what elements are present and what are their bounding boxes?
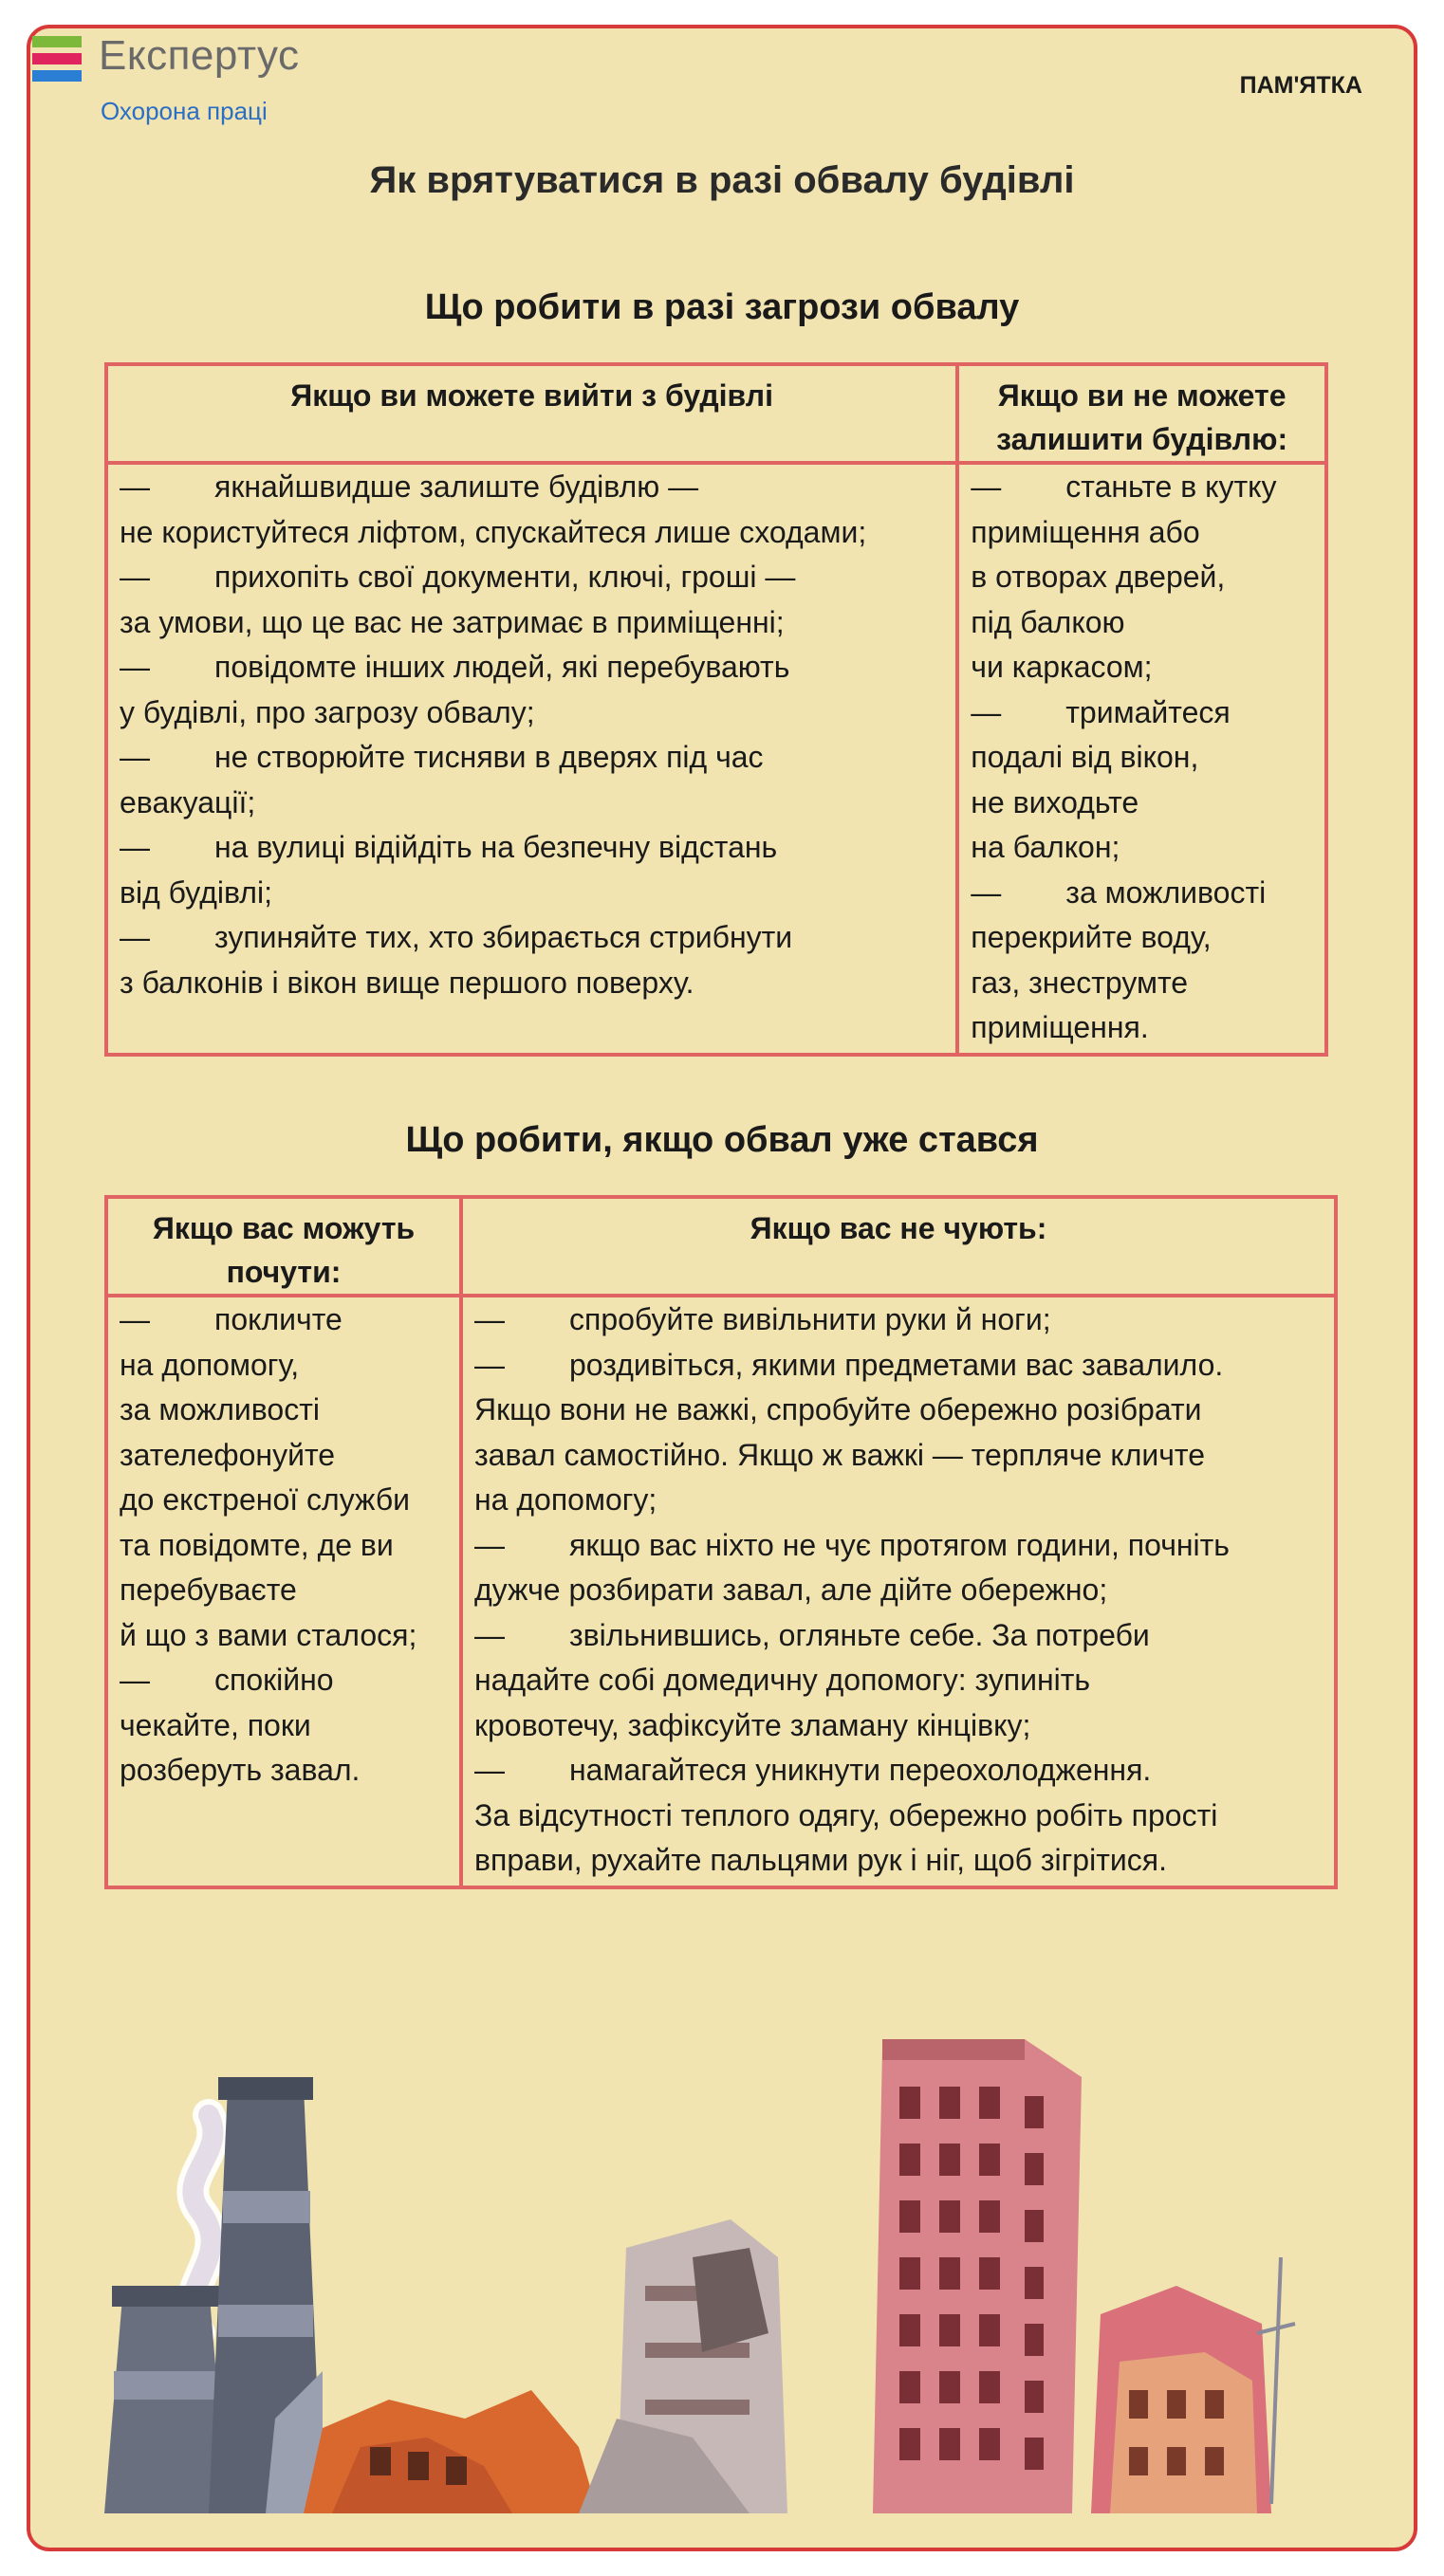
list-item bbox=[120, 1343, 448, 1389]
list-item bbox=[971, 600, 1313, 646]
bullet-dash: — bbox=[120, 740, 150, 774]
list-item bbox=[474, 1388, 1323, 1433]
list-item-text: станьте в кутку bbox=[1065, 469, 1277, 504]
list-item bbox=[971, 510, 1313, 556]
list-item bbox=[120, 1478, 448, 1523]
list-item-text: з балконів і вікон вище першого поверху. bbox=[120, 965, 694, 1000]
section2-col2-header: Якщо вас не чують: bbox=[461, 1197, 1336, 1296]
list-item-text: не виходьте bbox=[971, 784, 1139, 819]
list-item-text: за умови, що це вас не затримає в приміщенні; bbox=[120, 604, 785, 639]
list-item bbox=[971, 465, 1313, 510]
brand-subtitle: Охорона праці bbox=[101, 97, 268, 125]
list-item bbox=[474, 1297, 1323, 1343]
list-item-text: надайте собі домедичну допомогу: зупиніть bbox=[474, 1663, 1091, 1697]
list-item-text: та повідомте, де ви bbox=[120, 1527, 394, 1562]
list-item-text: до екстреної служби bbox=[120, 1482, 411, 1517]
list-item-text: перебуваєте bbox=[120, 1573, 297, 1607]
list-item-text: в отворах дверей, bbox=[971, 560, 1226, 594]
bullet-dash: — bbox=[971, 694, 1002, 729]
list-item bbox=[474, 1838, 1323, 1884]
list-item bbox=[474, 1478, 1323, 1523]
list-item bbox=[971, 690, 1313, 736]
list-item-text: подалі від вікон, bbox=[971, 740, 1199, 774]
list-item bbox=[474, 1568, 1323, 1613]
bullet-dash: — bbox=[120, 1302, 150, 1336]
section1-col2-header: Якщо ви не можете залишити будівлю: bbox=[957, 364, 1326, 463]
list-item bbox=[120, 1433, 448, 1479]
bullet-dash: — bbox=[120, 830, 150, 864]
bullet-dash: — bbox=[120, 650, 150, 684]
bullet-dash: — bbox=[474, 1347, 505, 1382]
list-item-text: не створюйте тисняви в дверях під час bbox=[214, 740, 764, 774]
list-item-text: на балкон; bbox=[971, 830, 1120, 864]
brand-name: Експертус bbox=[99, 32, 300, 79]
list-item bbox=[474, 1658, 1323, 1703]
list-item-text: повідомте інших людей, які перебувають bbox=[214, 650, 790, 684]
list-item-text: завал самостійно. Якщо ж важкі — терпляче кличте bbox=[474, 1437, 1205, 1472]
list-item-text: евакуації; bbox=[120, 784, 256, 819]
section2-heading: Що робити, якщо обвал уже стався bbox=[405, 1120, 1039, 1160]
bullet-dash: — bbox=[971, 469, 1002, 504]
list-item bbox=[120, 871, 944, 916]
section2-col1-body bbox=[106, 1296, 461, 1887]
list-item-text: на допомогу; bbox=[474, 1482, 657, 1517]
list-item bbox=[120, 825, 944, 871]
bullet-dash: — bbox=[474, 1302, 505, 1336]
list-item-text: покличте bbox=[214, 1302, 342, 1336]
list-item bbox=[120, 781, 944, 826]
list-item-text: у будівлі, про загрозу обвалу; bbox=[120, 694, 535, 729]
list-item bbox=[971, 781, 1313, 826]
list-item bbox=[474, 1343, 1323, 1389]
page-title: Як врятуватися в разі обвалу будівлі bbox=[369, 159, 1075, 201]
list-item-text: намагайтеся уникнути переохолодження. bbox=[569, 1753, 1152, 1787]
list-item-text: дужче розбирати завал, але дійте обережно; bbox=[474, 1573, 1108, 1607]
list-item bbox=[971, 915, 1313, 961]
bullet-dash: — bbox=[120, 469, 150, 504]
list-item-text: на вулиці відійдіть на безпечну відстань bbox=[214, 830, 778, 864]
section2-col2-body bbox=[461, 1296, 1336, 1887]
list-item bbox=[120, 555, 944, 600]
list-item-text: приміщення або bbox=[971, 514, 1200, 549]
list-item-text: прихопіть свої документи, ключі, гроші — bbox=[214, 560, 796, 594]
brand-logo bbox=[32, 32, 317, 131]
list-item-text: газ, знеструмте bbox=[971, 965, 1189, 1000]
list-item bbox=[474, 1433, 1323, 1479]
list-item bbox=[120, 961, 944, 1006]
section1-col1-body bbox=[106, 463, 957, 1055]
list-item-text: кровотечу, зафіксуйте зламану кінцівку; bbox=[474, 1707, 1031, 1742]
list-item bbox=[971, 735, 1313, 781]
list-item bbox=[120, 690, 944, 736]
list-item bbox=[474, 1748, 1323, 1794]
list-item-text: за можливості bbox=[1065, 874, 1267, 910]
list-item bbox=[971, 961, 1313, 1006]
list-item-text: чекайте, поки bbox=[120, 1707, 311, 1742]
list-item bbox=[474, 1703, 1323, 1749]
list-item-text: зателефонуйте bbox=[120, 1437, 336, 1472]
list-item-text: За відсутності теплого одягу, обережно робіть прості bbox=[474, 1797, 1218, 1832]
list-item-text: тримайтеся bbox=[1065, 694, 1231, 729]
list-item bbox=[120, 510, 944, 556]
list-item bbox=[971, 825, 1313, 871]
section1-col2-body bbox=[957, 463, 1326, 1055]
collapsed-buildings-illustration bbox=[85, 1973, 1347, 2532]
bullet-dash: — bbox=[120, 1663, 150, 1697]
list-item-text: розберуть завал. bbox=[120, 1753, 361, 1787]
section2-table bbox=[104, 1195, 1338, 1889]
list-item-text: якщо вас ніхто не чує протягом години, почніть bbox=[569, 1527, 1230, 1562]
section2-col1-header: Якщо вас можуть почути: bbox=[106, 1197, 461, 1296]
list-item bbox=[120, 1613, 448, 1659]
list-item bbox=[120, 1388, 448, 1433]
list-item-text: не користуйтеся ліфтом, спускайтеся лише сходами; bbox=[120, 514, 867, 549]
list-item bbox=[120, 1658, 448, 1703]
section1-table bbox=[104, 362, 1328, 1057]
list-item bbox=[474, 1523, 1323, 1569]
list-item-text: й що з вами сталося; bbox=[120, 1617, 417, 1652]
list-item-text: якнайшвидше залиште будівлю — bbox=[214, 469, 699, 504]
list-item bbox=[120, 1748, 448, 1794]
list-item bbox=[971, 1005, 1313, 1051]
list-item-text: роздивіться, якими предметами вас завалило. bbox=[569, 1347, 1224, 1382]
list-item bbox=[120, 600, 944, 646]
list-item bbox=[474, 1613, 1323, 1659]
list-item bbox=[971, 871, 1313, 916]
brand-logo-icon bbox=[32, 36, 82, 89]
bullet-dash: — bbox=[120, 920, 150, 954]
list-item bbox=[120, 735, 944, 781]
memo-label: ПАМ'ЯТКА bbox=[1239, 72, 1362, 99]
bullet-dash: — bbox=[474, 1617, 505, 1652]
bullet-dash: — bbox=[120, 560, 150, 594]
section1-heading: Що робити в разі загрози обвалу bbox=[424, 287, 1020, 327]
list-item-text: чи каркасом; bbox=[971, 650, 1153, 684]
list-item bbox=[120, 465, 944, 510]
list-item-text: спробуйте вивільнити руки й ноги; bbox=[569, 1302, 1051, 1336]
list-item bbox=[120, 915, 944, 961]
list-item bbox=[120, 1703, 448, 1749]
list-item bbox=[120, 1568, 448, 1613]
section1-col1-header: Якщо ви можете вийти з будівлі bbox=[106, 364, 957, 463]
list-item-text: за можливості bbox=[120, 1392, 320, 1426]
list-item-text: вправи, рухайте пальцями рук і ніг, щоб зігрітися. bbox=[474, 1843, 1167, 1877]
list-item-text: на допомогу, bbox=[120, 1347, 300, 1382]
list-item bbox=[120, 645, 944, 690]
list-item-text: під балкою bbox=[971, 604, 1125, 639]
bullet-dash: — bbox=[474, 1527, 505, 1562]
bullet-dash: — bbox=[474, 1753, 505, 1787]
list-item-text: Якщо вони не важкі, спробуйте обережно розібрати bbox=[474, 1392, 1202, 1426]
list-item bbox=[474, 1794, 1323, 1839]
list-item-text: приміщення. bbox=[971, 1010, 1149, 1044]
list-item-text: від будівлі; bbox=[120, 874, 272, 910]
list-item-text: спокійно bbox=[214, 1663, 334, 1697]
list-item bbox=[120, 1297, 448, 1343]
list-item-text: зупиняйте тих, хто збирається стрибнути bbox=[214, 920, 793, 954]
bullet-dash: — bbox=[971, 874, 1002, 910]
list-item-text: звільнившись, огляньте себе. За потреби bbox=[569, 1617, 1150, 1652]
list-item-text: перекрийте воду, bbox=[971, 920, 1212, 954]
list-item bbox=[971, 645, 1313, 690]
list-item bbox=[971, 555, 1313, 600]
list-item bbox=[120, 1523, 448, 1569]
